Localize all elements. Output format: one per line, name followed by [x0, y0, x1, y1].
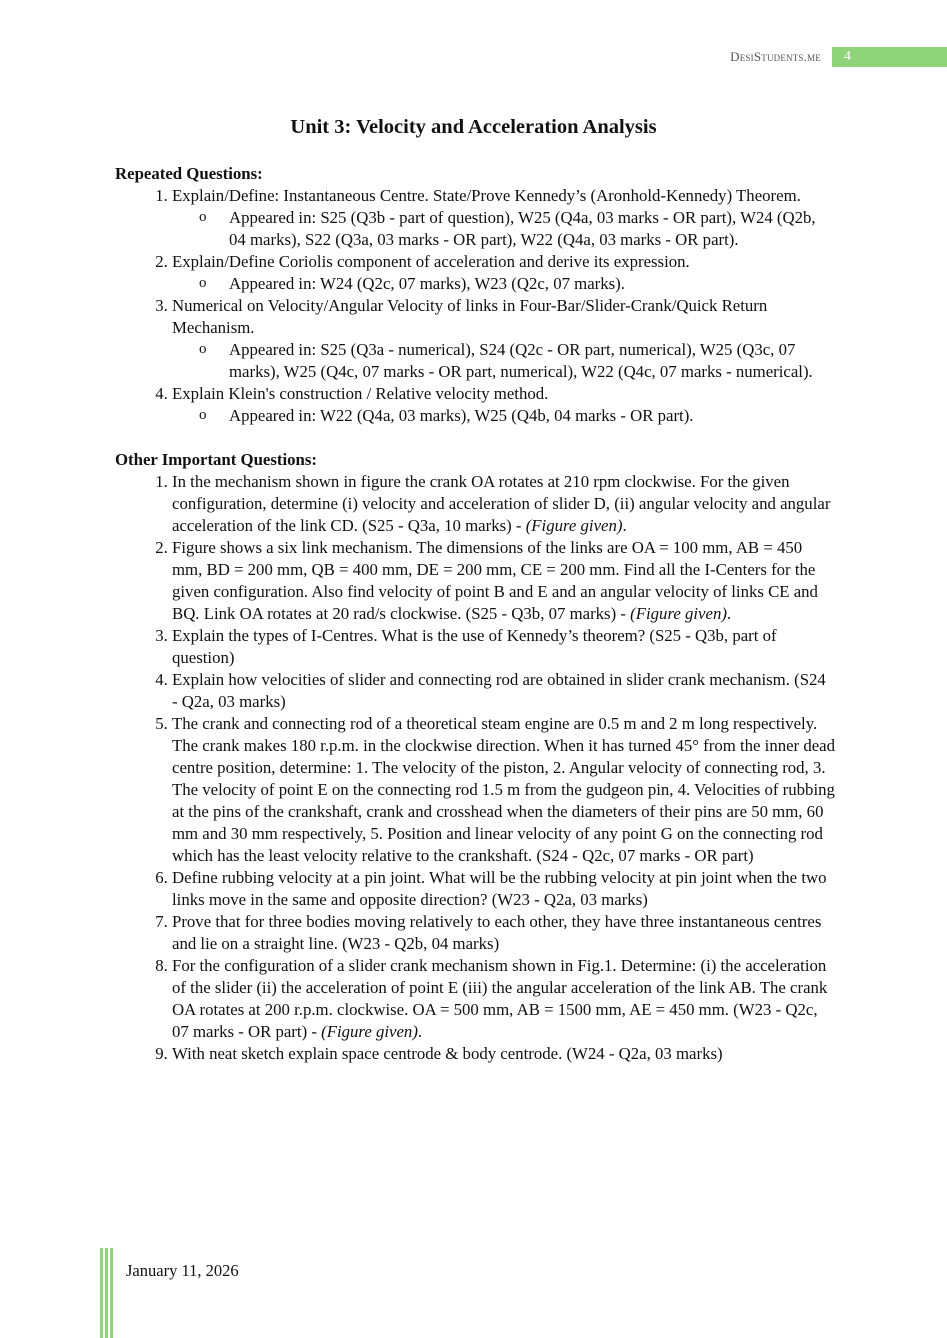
other-question: 9. With neat sketch explain space centrode & body centrode. (W24 - Q2a, 03 marks) [172, 1043, 835, 1065]
other-question: 1. In the mechanism shown in figure the crank OA rotates at 210 rpm clockwise. For the given configuration, determine (i) velocity and acceleration of slider D, (ii) angular velocity and angular acceleration of the link CD. (S25 - Q3a, 10 marks) - (Figure given). [172, 471, 835, 537]
other-question: 4. Explain how velocities of slider and connecting rod are obtained in slider crank mechanism. (S24 - Q2a, 03 marks) [172, 669, 835, 713]
question-text: Explain Klein's construction / Relative velocity method. [172, 384, 549, 403]
page-title: Unit 3: Velocity and Acceleration Analysis [290, 116, 657, 138]
repeated-question [172, 383, 835, 427]
document-body [115, 163, 835, 1065]
repeated-question [172, 295, 835, 383]
figure-note: (Figure given) [525, 516, 623, 535]
other-question: 5. The crank and connecting rod of a theoretical steam engine are 0.5 m and 2 m long respectively. The crank makes 180 r.p.m. in the clockwise direction. When it has turned 45° from the inner dead centre position, determine: 1. The velocity of the piston, 2. Angular velocity of connecting rod, 3. The velocity of point E on the connecting rod 1.5 m from the gudgeon pin, 4. Velocities of rubbing at the pins of the crankshaft, crank and crosshead when the diameters of their pins are 50 mm, 60 mm and 30 mm respectively, 5. Position and linear velocity of any point G on the connecting rod which has the least velocity relative to the crankshaft. (S24 - Q2c, 07 marks - OR part) [172, 713, 835, 867]
repeated-questions-heading: Repeated Questions: [115, 164, 263, 183]
site-name: DesiStudents.me [730, 49, 821, 64]
appeared-in: o Appeared in: S25 (Q3b - part of question), W25 (Q4a, 03 marks - OR part), W24 (Q2b, 04 marks), S22 (Q3a, 03 marks - OR part), W22 (Q4a, 03 marks - OR part). [229, 207, 835, 251]
repeated-questions-list [115, 185, 835, 427]
page-number-badge: 4 [832, 47, 947, 67]
other-questions-list [115, 471, 835, 1065]
footer-accent-bars [100, 1248, 114, 1338]
other-question: 3. Explain the types of I-Centres. What is the use of Kennedy’s theorem? (S25 - Q3b, part of question) [172, 625, 835, 669]
other-question: 2. Figure shows a six link mechanism. The dimensions of the links are OA = 100 mm, AB = 450 mm, BD = 200 mm, QB = 400 mm, DE = 200 mm, CE = 200 mm. Find all the I-Centers for the given configuration. Also find velocity of point B and E and an angular velocity of links CE and BQ. Link OA rotates at 20 rad/s clockwise. (S25 - Q3b, 07 marks) - (Figure given). [172, 537, 835, 625]
footer-date: January 11, 2026 [126, 1261, 239, 1280]
other-questions-heading: Other Important Questions: [115, 450, 317, 469]
figure-note: (Figure given) [321, 1022, 418, 1041]
repeated-question [172, 185, 835, 251]
other-question: 6. Define rubbing velocity at a pin joint. What will be the rubbing velocity at pin joint when the two links move in the same and opposite direction? (W23 - Q2a, 03 marks) [172, 867, 835, 911]
other-question: 7. Prove that for three bodies moving relatively to each other, they have three instantaneous centres and lie on a straight line. (W23 - Q2b, 04 marks) [172, 911, 835, 955]
appeared-in: o Appeared in: W22 (Q4a, 03 marks), W25 (Q4b, 04 marks - OR part). [229, 405, 835, 427]
other-question: 8. For the configuration of a slider crank mechanism shown in Fig.1. Determine: (i) the acceleration of the slider (ii) the acceleration of point E (iii) the angular acceleration of the link AB. The crank OA rotates at 200 r.p.m. clockwise. OA = 500 mm, AB = 1500 mm, AE = 450 mm. (W23 - Q2c, 07 marks - OR part) - (Figure given). [172, 955, 835, 1043]
question-text: Explain/Define Coriolis component of acceleration and derive its expression. [172, 252, 690, 271]
figure-note: (Figure given) [630, 604, 727, 623]
appeared-in: o Appeared in: W24 (Q2c, 07 marks), W23 (Q2c, 07 marks). [229, 273, 835, 295]
appeared-in: o Appeared in: S25 (Q3a - numerical), S24 (Q2c - OR part, numerical), W25 (Q3c, 07 marks), W25 (Q4c, 07 marks - OR part, numerical), W22 (Q4c, 07 marks - numerical). [229, 339, 835, 383]
repeated-question [172, 251, 835, 295]
question-text: Numerical on Velocity/Angular Velocity of links in Four-Bar/Slider-Crank/Quick Return Mechanism. [172, 296, 768, 337]
question-text: Explain/Define: Instantaneous Centre. State/Prove Kennedy’s (Aronhold-Kennedy) Theorem. [172, 186, 801, 205]
